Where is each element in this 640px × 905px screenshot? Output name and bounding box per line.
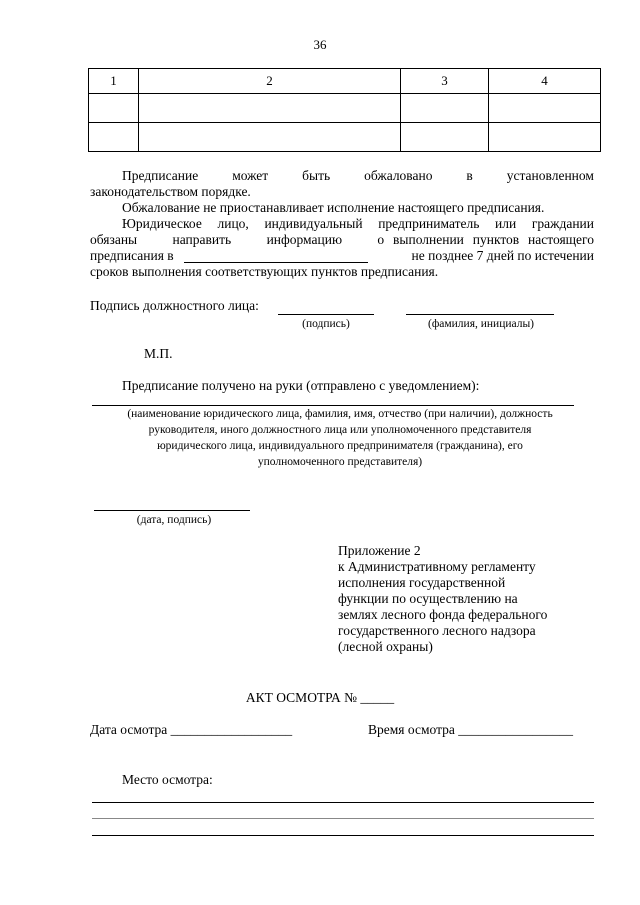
- name-line: [406, 314, 554, 315]
- table-header-cell: 4: [489, 69, 601, 94]
- appendix-line: землях лесного фонда федерального: [338, 607, 548, 622]
- appendix-line: государственного лесного надзора: [338, 623, 536, 638]
- numbered-table: [88, 68, 601, 152]
- stamp-mark: М.П.: [144, 346, 173, 361]
- table-cell: [89, 123, 139, 152]
- received-caption-line-4: уполномоченного представителя): [257, 456, 423, 468]
- appendix-line: (лесной охраны): [338, 639, 433, 654]
- entity-line-2: обязаны направить информацию о выполнении пунктов настоящего: [90, 232, 594, 247]
- appendix-line: исполнения государственной: [338, 575, 506, 590]
- appendix-line: к Административному регламенту: [338, 559, 536, 574]
- act-place-label: Место осмотра:: [122, 772, 213, 787]
- table-cell: [489, 94, 601, 123]
- table-cell: [139, 123, 401, 152]
- act-time-label: Время осмотра _________________: [368, 722, 573, 737]
- place-line: [92, 818, 594, 819]
- table-header-row: [89, 69, 601, 94]
- entity-line-3-start: предписания в: [90, 248, 174, 263]
- place-line: [92, 835, 594, 836]
- signature-label: Подпись должностного лица:: [90, 298, 259, 313]
- appeal-word: в: [466, 168, 473, 183]
- place-line: [92, 802, 594, 803]
- table-cell: [139, 94, 401, 123]
- table-header-cell: 1: [89, 69, 139, 94]
- entity-line-3-end: не позднее 7 дней по истечении: [411, 248, 594, 263]
- table-header-cell: 3: [401, 69, 489, 94]
- appeal-word: может: [232, 168, 269, 183]
- appeal-word: Предписание: [122, 168, 199, 183]
- entity-line-1: Юридическое лицо, индивидуальный предприниматель или граждании: [122, 216, 594, 231]
- table-cell: [89, 94, 139, 123]
- appeal-word: обжаловано: [364, 168, 433, 183]
- appeal-word: установленном: [506, 168, 594, 183]
- name-caption: (фамилия, инициалы): [427, 318, 535, 330]
- appeal-line-2: законодательством порядке.: [90, 184, 251, 199]
- signature-caption: (подпись): [302, 318, 350, 330]
- deadline-blank-line: [184, 262, 368, 263]
- appeal-word: быть: [302, 168, 331, 183]
- received-label: Предписание получено на руки (отправлено с уведомлением):: [122, 378, 480, 393]
- table-cell: [401, 123, 489, 152]
- act-title: АКТ ОСМОТРА № _____: [245, 690, 395, 705]
- no-suspend-text: Обжалование не приостанавливает исполнение настоящего предписания.: [122, 200, 545, 215]
- act-date-label: Дата осмотра __________________: [90, 722, 293, 737]
- table-cell: [401, 94, 489, 123]
- received-caption-line-2: руководителя, иного должностного лица или уполномоченного представителя: [148, 424, 532, 436]
- appendix-line: Приложение 2: [338, 543, 421, 558]
- page-number: 36: [313, 37, 327, 52]
- table-row: [89, 94, 601, 123]
- received-caption-line-1: (наименование юридического лица, фамилия, имя, отчество (при наличии), должность: [127, 408, 553, 420]
- date-sign-caption: (дата, подпись): [136, 514, 212, 526]
- received-caption-line-3: юридического лица, индивидуального предпринимателя (гражданина), его: [157, 440, 523, 452]
- date-sign-line: [94, 510, 250, 511]
- signature-line: [278, 314, 374, 315]
- appeal-line-1: [122, 168, 594, 184]
- appendix-line: функции по осуществлению на: [338, 591, 518, 606]
- table-row: [89, 123, 601, 152]
- table-cell: [489, 123, 601, 152]
- table-header-cell: 2: [139, 69, 401, 94]
- entity-line-4: сроков выполнения соответствующих пунктов предписания.: [90, 264, 439, 279]
